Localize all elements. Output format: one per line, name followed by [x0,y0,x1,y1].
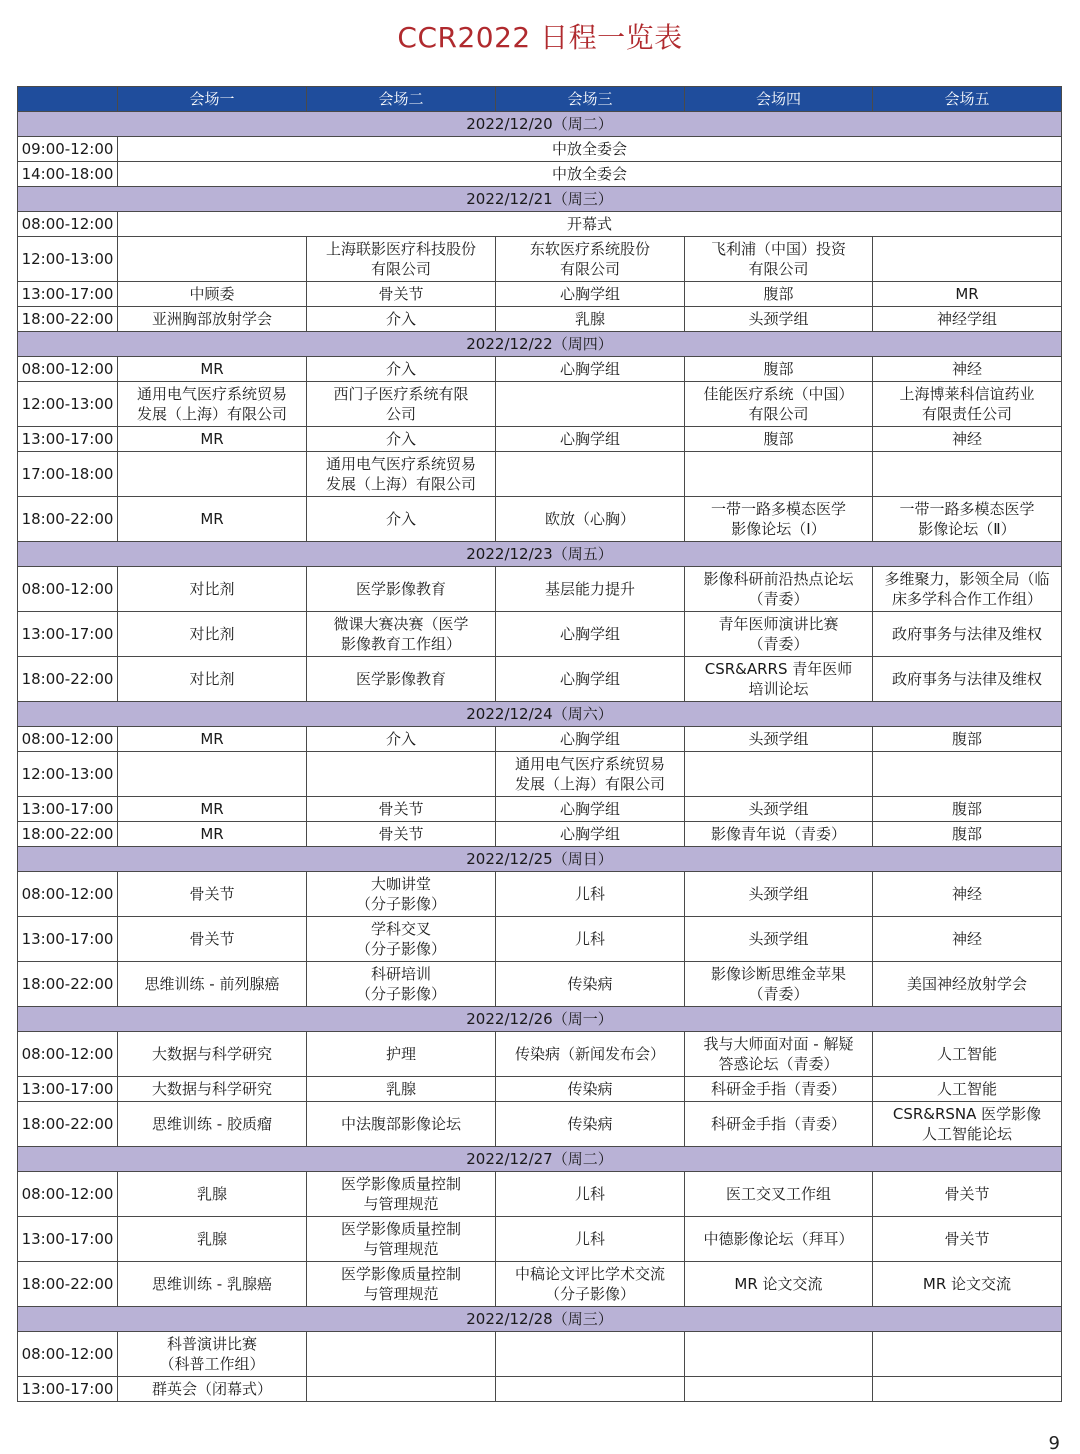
session-cell: 思维训练 - 乳腺癌 [118,1262,307,1307]
session-cell [873,1377,1062,1402]
date-row [18,542,1062,567]
date-row [18,1307,1062,1332]
session-cell: 头颈学组 [685,917,873,962]
session-cell: MR [118,427,307,452]
date-row [18,1007,1062,1032]
session-cell: 心胸学组 [496,357,685,382]
session-cell: 儿科 [496,872,685,917]
page-title: CCR2022 日程一览表 [397,21,683,54]
session-cell [873,237,1062,282]
session-cell: 思维训练 - 前列腺癌 [118,962,307,1007]
session-cell: 传染病（新闻发布会） [496,1032,685,1077]
session-row [18,282,1062,307]
session-cell: 骨关节 [307,282,496,307]
session-cell: 大咖讲堂 （分子影像） [307,872,496,917]
session-cell: 影像科研前沿热点论坛 （青委） [685,567,873,612]
venue-header: 会场二 [307,87,496,112]
session-cell: 一带一路多模态医学 影像论坛（Ⅱ） [873,497,1062,542]
session-cell: 骨关节 [307,797,496,822]
session-cell: 科普演讲比赛 （科普工作组） [118,1332,307,1377]
schedule-body [18,112,1062,1402]
session-cell: 西门子医疗系统有限 公司 [307,382,496,427]
session-cell: 一带一路多模态医学 影像论坛（Ⅰ） [685,497,873,542]
session-row [18,657,1062,702]
time-slot: 09:00-12:00 [18,137,118,162]
session-row [18,1077,1062,1102]
session-cell: MR 论文交流 [873,1262,1062,1307]
session-row [18,237,1062,282]
session-cell [307,1332,496,1377]
session-row [18,917,1062,962]
session-cell: 头颈学组 [685,797,873,822]
session-cell: CSR&RSNA 医学影像 人工智能论坛 [873,1102,1062,1147]
session-cell [873,1332,1062,1377]
date-row [18,1147,1062,1172]
date-label: 2022/12/20（周二） [18,112,1062,137]
venue-header: 会场三 [496,87,685,112]
schedule-table [17,86,1062,1402]
date-row [18,847,1062,872]
session-row [18,382,1062,427]
session-cell-merged: 开幕式 [118,212,1062,237]
time-slot: 13:00-17:00 [18,1077,118,1102]
session-cell: 医学影像教育 [307,567,496,612]
session-cell: MR [118,497,307,542]
time-slot: 12:00-13:00 [18,237,118,282]
session-cell: 骨关节 [118,917,307,962]
session-cell: 心胸学组 [496,282,685,307]
time-slot: 13:00-17:00 [18,1377,118,1402]
date-label: 2022/12/25（周日） [18,847,1062,872]
session-cell: 腹部 [873,822,1062,847]
session-row [18,1377,1062,1402]
session-row [18,962,1062,1007]
session-cell: 神经 [873,872,1062,917]
time-slot: 08:00-12:00 [18,1032,118,1077]
session-cell: 传染病 [496,1102,685,1147]
venue-header-row [18,87,1062,112]
session-cell: 头颈学组 [685,727,873,752]
session-cell: 上海博莱科信谊药业 有限责任公司 [873,382,1062,427]
session-cell: 科研金手指（青委） [685,1102,873,1147]
session-cell: 微课大赛决赛（医学 影像教育工作组） [307,612,496,657]
session-row [18,357,1062,382]
session-row [18,137,1062,162]
session-cell: 骨关节 [873,1172,1062,1217]
session-row [18,752,1062,797]
session-cell: 头颈学组 [685,872,873,917]
session-cell: 乳腺 [496,307,685,332]
session-cell: 通用电气医疗系统贸易 发展（上海）有限公司 [307,452,496,497]
session-cell: 亚洲胸部放射学会 [118,307,307,332]
date-row [18,332,1062,357]
time-slot: 13:00-17:00 [18,427,118,452]
session-cell: 介入 [307,497,496,542]
session-cell: 头颈学组 [685,307,873,332]
session-cell: 群英会（闭幕式） [118,1377,307,1402]
session-cell: 心胸学组 [496,727,685,752]
session-cell: MR [118,727,307,752]
time-slot: 18:00-22:00 [18,497,118,542]
session-row [18,162,1062,187]
time-slot: 08:00-12:00 [18,872,118,917]
session-cell: 心胸学组 [496,612,685,657]
session-cell: 骨关节 [118,872,307,917]
session-cell: 上海联影医疗科技股份 有限公司 [307,237,496,282]
session-cell: 中稿论文评比学术交流 （分子影像） [496,1262,685,1307]
session-cell: MR [118,822,307,847]
time-slot: 13:00-17:00 [18,797,118,822]
session-cell: 通用电气医疗系统贸易 发展（上海）有限公司 [496,752,685,797]
date-label: 2022/12/24（周六） [18,702,1062,727]
session-cell [685,752,873,797]
session-cell: 学科交叉 （分子影像） [307,917,496,962]
session-cell: 乳腺 [307,1077,496,1102]
session-cell: 心胸学组 [496,657,685,702]
session-cell: 我与大师面对面 - 解疑 答惑论坛（青委） [685,1032,873,1077]
time-header [18,87,118,112]
session-cell: 骨关节 [873,1217,1062,1262]
session-cell: 心胸学组 [496,822,685,847]
session-row [18,452,1062,497]
session-cell: 护理 [307,1032,496,1077]
session-cell: 医学影像教育 [307,657,496,702]
session-cell: 对比剂 [118,567,307,612]
session-cell-merged: 中放全委会 [118,162,1062,187]
session-cell: 神经 [873,917,1062,962]
session-row [18,567,1062,612]
date-label: 2022/12/26（周一） [18,1007,1062,1032]
session-row [18,1032,1062,1077]
session-cell: 大数据与科学研究 [118,1032,307,1077]
session-cell [496,1332,685,1377]
time-slot: 18:00-22:00 [18,657,118,702]
session-cell: 佳能医疗系统（中国） 有限公司 [685,382,873,427]
session-cell: CSR&ARRS 青年医师 培训论坛 [685,657,873,702]
session-cell: 介入 [307,427,496,452]
session-cell: 大数据与科学研究 [118,1077,307,1102]
session-cell: 介入 [307,307,496,332]
session-row [18,497,1062,542]
session-cell: 影像诊断思维金苹果 （青委） [685,962,873,1007]
time-slot: 18:00-22:00 [18,962,118,1007]
session-cell: 乳腺 [118,1172,307,1217]
session-cell: MR 论文交流 [685,1262,873,1307]
session-cell: 心胸学组 [496,797,685,822]
date-row [18,702,1062,727]
time-slot: 14:00-18:00 [18,162,118,187]
session-cell: 腹部 [685,282,873,307]
session-cell [118,452,307,497]
session-cell [685,452,873,497]
session-row [18,727,1062,752]
session-cell [496,452,685,497]
session-row [18,1102,1062,1147]
session-cell [496,1377,685,1402]
session-cell: 心胸学组 [496,427,685,452]
session-cell: 政府事务与法律及维权 [873,657,1062,702]
time-slot: 12:00-13:00 [18,382,118,427]
date-row [18,112,1062,137]
session-cell: 影像青年说（青委） [685,822,873,847]
session-cell: MR [873,282,1062,307]
time-slot: 08:00-12:00 [18,1172,118,1217]
session-row [18,1332,1062,1377]
session-row [18,307,1062,332]
session-cell: 欧放（心胸） [496,497,685,542]
time-slot: 08:00-12:00 [18,1332,118,1377]
session-cell: 乳腺 [118,1217,307,1262]
session-cell: 对比剂 [118,657,307,702]
date-label: 2022/12/27（周二） [18,1147,1062,1172]
time-slot: 08:00-12:00 [18,567,118,612]
session-cell: 多维聚力，影领全局（临 床多学科合作工作组） [873,567,1062,612]
date-row [18,187,1062,212]
date-label: 2022/12/28（周三） [18,1307,1062,1332]
session-row [18,1262,1062,1307]
session-cell [685,1332,873,1377]
session-row [18,1172,1062,1217]
session-cell: 腹部 [873,797,1062,822]
session-cell: 腹部 [873,727,1062,752]
session-cell: 人工智能 [873,1077,1062,1102]
time-slot: 12:00-13:00 [18,752,118,797]
session-cell: 东软医疗系统股份 有限公司 [496,237,685,282]
session-cell [873,752,1062,797]
session-cell: 政府事务与法律及维权 [873,612,1062,657]
session-cell: 腹部 [685,427,873,452]
time-slot: 08:00-12:00 [18,727,118,752]
session-row [18,797,1062,822]
session-cell: 医工交叉工作组 [685,1172,873,1217]
session-cell: 基层能力提升 [496,567,685,612]
page-number: 9 [1048,1433,1060,1454]
session-cell: 对比剂 [118,612,307,657]
session-row [18,612,1062,657]
session-cell: 人工智能 [873,1032,1062,1077]
venue-header: 会场一 [118,87,307,112]
session-cell: 腹部 [685,357,873,382]
time-slot: 13:00-17:00 [18,282,118,307]
session-row [18,822,1062,847]
session-cell: 介入 [307,357,496,382]
session-cell [873,452,1062,497]
date-label: 2022/12/23（周五） [18,542,1062,567]
session-cell [496,382,685,427]
session-cell [118,237,307,282]
time-slot: 08:00-12:00 [18,212,118,237]
session-cell: 医学影像质量控制 与管理规范 [307,1262,496,1307]
session-cell: 医学影像质量控制 与管理规范 [307,1217,496,1262]
session-cell [685,1377,873,1402]
date-label: 2022/12/22（周四） [18,332,1062,357]
time-slot: 18:00-22:00 [18,307,118,332]
time-slot: 17:00-18:00 [18,452,118,497]
session-cell: 传染病 [496,1077,685,1102]
session-row [18,212,1062,237]
session-cell: MR [118,357,307,382]
venue-header: 会场四 [685,87,873,112]
session-cell: 神经学组 [873,307,1062,332]
session-cell: 中德影像论坛（拜耳） [685,1217,873,1262]
time-slot: 18:00-22:00 [18,1262,118,1307]
session-cell: 科研培训 （分子影像） [307,962,496,1007]
venue-header: 会场五 [873,87,1062,112]
session-cell: 通用电气医疗系统贸易 发展（上海）有限公司 [118,382,307,427]
session-row [18,872,1062,917]
time-slot: 18:00-22:00 [18,822,118,847]
session-cell: 神经 [873,357,1062,382]
time-slot: 13:00-17:00 [18,917,118,962]
session-cell: 中顾委 [118,282,307,307]
session-cell: MR [118,797,307,822]
session-row [18,1217,1062,1262]
time-slot: 13:00-17:00 [18,1217,118,1262]
date-label: 2022/12/21（周三） [18,187,1062,212]
session-cell [118,752,307,797]
session-cell [307,752,496,797]
session-cell: 介入 [307,727,496,752]
session-cell: 骨关节 [307,822,496,847]
session-cell: 神经 [873,427,1062,452]
session-cell: 思维训练 - 胶质瘤 [118,1102,307,1147]
session-cell: 青年医师演讲比赛 （青委） [685,612,873,657]
session-cell: 儿科 [496,1217,685,1262]
session-cell: 飞利浦（中国）投资 有限公司 [685,237,873,282]
session-cell-merged: 中放全委会 [118,137,1062,162]
session-row [18,427,1062,452]
session-cell: 美国神经放射学会 [873,962,1062,1007]
session-cell: 传染病 [496,962,685,1007]
time-slot: 13:00-17:00 [18,612,118,657]
session-cell: 医学影像质量控制 与管理规范 [307,1172,496,1217]
session-cell: 儿科 [496,1172,685,1217]
session-cell [307,1377,496,1402]
session-cell: 中法腹部影像论坛 [307,1102,496,1147]
session-cell: 科研金手指（青委） [685,1077,873,1102]
session-cell: 儿科 [496,917,685,962]
time-slot: 18:00-22:00 [18,1102,118,1147]
time-slot: 08:00-12:00 [18,357,118,382]
